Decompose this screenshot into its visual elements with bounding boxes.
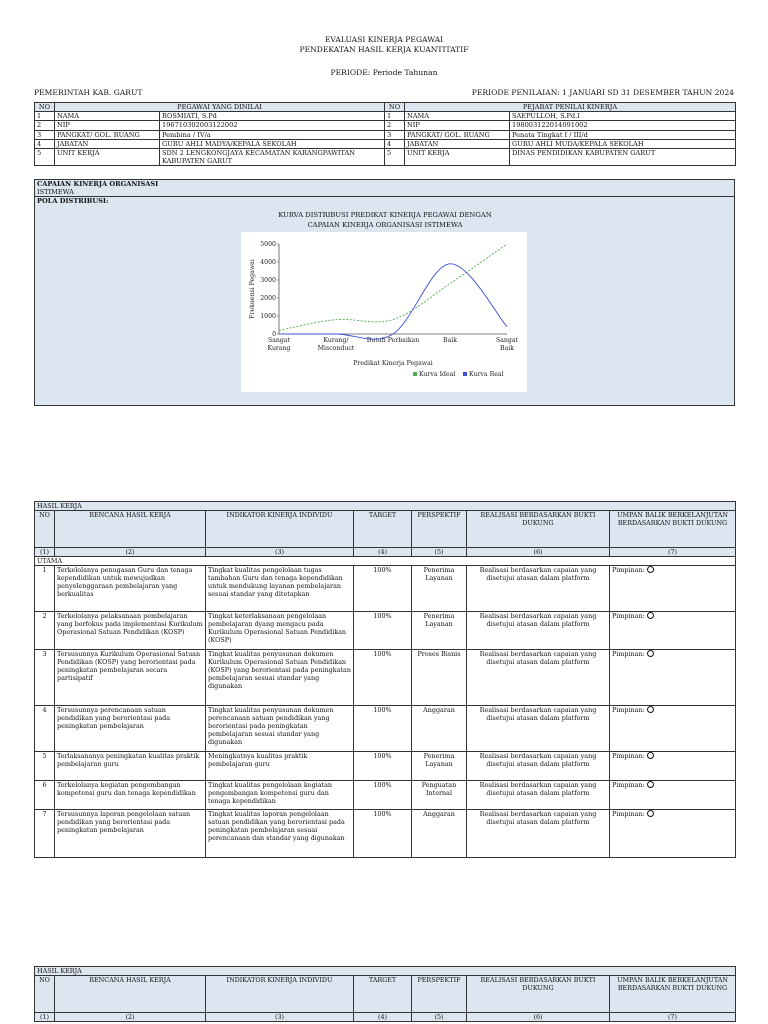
series-line-ideal <box>279 244 507 330</box>
capaian-value: ISTIMEWA <box>35 188 734 197</box>
rencana-hasil-kerja <box>55 650 206 706</box>
target-value-text: 100% <box>373 810 392 818</box>
row-no <box>35 566 55 612</box>
col-number: (7) <box>610 548 736 557</box>
chart-title-line2: CAPAIAN KINERJA ORGANISASI ISTIMEWA <box>307 221 463 229</box>
realisasi-text <box>467 566 610 612</box>
y-tick-label: 0 <box>272 331 276 338</box>
indikator-kinerja <box>206 781 354 810</box>
indikator-kinerja-text: Tingkat kualitas penyusunan dokumen Kurikulum Operasional Satuan Pendidikan (KOSP) yang berorientasi pada peningkatan pembelajaran sesuai standar yang digunakan <box>208 650 351 690</box>
col-realisasi: REALISASI BERDASARKAN BUKTI DUKUNG <box>467 976 610 1013</box>
row-no: 3 <box>385 130 405 139</box>
col-indikator: INDIKATOR KINERJA INDIVIDU <box>206 976 354 1013</box>
section-row <box>35 502 736 511</box>
umpan-balik-text: Pimpinan: <box>612 706 645 714</box>
capaian-label: CAPAIAN KINERJA ORGANISASI <box>37 180 159 188</box>
table-row <box>35 139 736 148</box>
target-value <box>354 566 412 612</box>
feedback-circle-icon[interactable] <box>647 566 654 573</box>
row-no-text: 1 <box>42 566 47 574</box>
umpan-balik-text: Pimpinan: <box>612 612 645 620</box>
perspektif-value <box>412 566 467 612</box>
row-value: Pembina / IV/a <box>160 130 385 139</box>
umpan-balik <box>610 706 736 752</box>
perspektif-value <box>412 650 467 706</box>
header-line <box>34 88 734 97</box>
col-number: (3) <box>206 1013 354 1022</box>
row-no: 2 <box>385 121 405 130</box>
row-value: SAEPULLOH, S.Pd.I <box>510 112 736 121</box>
umpan-balik <box>610 781 736 810</box>
indikator-kinerja-text: Tingkat kualitas laporan pengelolaan satuan pendidikan yang berorientasi pada peningkatan pembelajaran sesuai perencanaan dan standar yang digunakan <box>208 810 345 842</box>
pejabat-penilai-head: PEJABAT PENILAI KINERJA <box>405 103 736 112</box>
realisasi-text-text: Realisasi berdasarkan capaian yang disetujui atasan dalam platform <box>479 752 597 768</box>
indikator-kinerja <box>206 612 354 650</box>
col-perspektif: PERSPEKTIF <box>412 976 467 1013</box>
legend-label: Kurva Real <box>469 371 504 378</box>
indikator-kinerja <box>206 706 354 752</box>
target-value <box>354 650 412 706</box>
indikator-kinerja <box>206 810 354 858</box>
col-rencana: RENCANA HASIL KERJA <box>55 511 206 548</box>
feedback-circle-icon[interactable] <box>647 810 654 817</box>
realisasi-text-text: Realisasi berdasarkan capaian yang disetujui atasan dalam platform <box>479 706 597 722</box>
table-row <box>35 112 736 121</box>
pegawai-dinilai-head: PEGAWAI YANG DINILAI <box>55 103 385 112</box>
row-no-text: 2 <box>42 612 47 620</box>
realisasi-text-text: Realisasi berdasarkan capaian yang disetujui atasan dalam platform <box>479 612 597 628</box>
row-no: 5 <box>385 149 405 166</box>
row-no-text: 7 <box>42 810 47 818</box>
row-label: PANGKAT/ GOL. RUANG <box>405 130 510 139</box>
row-label: NAMA <box>405 112 510 121</box>
row-value: GURU AHLI MUDA/KEPALA SEKOLAH <box>510 139 736 148</box>
perspektif-value-text: Penguatan Internal <box>421 781 457 797</box>
feedback-circle-icon[interactable] <box>647 706 654 713</box>
umpan-balik <box>610 752 736 781</box>
row-value: 196710302003122002 <box>160 121 385 130</box>
doc-title: EVALUASI KINERJA PEGAWAI <box>324 35 444 44</box>
instansi-label: PEMERINTAH KAB. GARUT <box>34 88 143 97</box>
row-value: ROSMIATI, S.Pd <box>160 112 385 121</box>
col-number: (1) <box>35 1013 55 1022</box>
target-value-text: 100% <box>373 781 392 789</box>
rencana-hasil-kerja <box>55 706 206 752</box>
row-no: 1 <box>385 112 405 121</box>
col-no: NO <box>35 976 55 1013</box>
hasil-kerja-label: HASIL KERJA <box>35 502 736 511</box>
feedback-circle-icon[interactable] <box>647 781 654 788</box>
row-no-text: 5 <box>42 752 47 760</box>
table-row <box>35 612 736 650</box>
pegawai-table-header <box>35 103 736 112</box>
target-value <box>354 781 412 810</box>
umpan-balik <box>610 566 736 612</box>
hasil-kerja-rows <box>35 566 736 858</box>
col-number: (3) <box>206 548 354 557</box>
col-target: TARGET <box>354 976 412 1013</box>
rencana-hasil-kerja <box>55 752 206 781</box>
umpan-balik <box>610 810 736 858</box>
umpan-balik-text: Pimpinan: <box>612 781 645 789</box>
col-number: (6) <box>467 1013 610 1022</box>
col-number: (4) <box>354 548 412 557</box>
x-tick-label: Baik <box>443 337 457 344</box>
perspektif-value-text: Anggaran <box>423 706 455 714</box>
realisasi-text <box>467 706 610 752</box>
target-value <box>354 752 412 781</box>
realisasi-text <box>467 810 610 858</box>
realisasi-text <box>467 781 610 810</box>
row-value: GURU AHLI MADYA/KEPALA SEKOLAH <box>160 139 385 148</box>
col-umpan-balik: UMPAN BALIK BERKELANJUTAN BERDASARKAN BUKTI DUKUNG <box>610 976 736 1013</box>
col-number: (1) <box>35 548 55 557</box>
col-realisasi: REALISASI BERDASARKAN BUKTI DUKUNG <box>467 511 610 548</box>
group-row <box>35 557 736 566</box>
chart-title <box>235 210 535 230</box>
row-no-text: 3 <box>42 650 47 658</box>
x-axis-label: Predikat Kinerja Pegawai <box>353 360 433 367</box>
row-no: 4 <box>35 139 55 148</box>
periode-penilaian: PERIODE PENILAIAN: 1 JANUARI SD 31 DESEMBER TAHUN 2024 <box>471 88 734 97</box>
row-label: NIP <box>405 121 510 130</box>
legend-swatch <box>463 372 467 376</box>
col-rencana: RENCANA HASIL KERJA <box>55 976 206 1013</box>
row-label: JABATAN <box>55 139 160 148</box>
target-value <box>354 810 412 858</box>
chart-svg <box>241 232 527 392</box>
realisasi-text-text: Realisasi berdasarkan capaian yang disetujui atasan dalam platform <box>479 566 597 582</box>
row-value: SDN 2 LENGKONGJAYA KECAMATAN KARANGPAWITAN KABUPATEN GARUT <box>160 149 385 166</box>
realisasi-text-text: Realisasi berdasarkan capaian yang disetujui atasan dalam platform <box>479 810 597 826</box>
hasil-kerja-table-continued <box>34 966 736 1022</box>
row-label: NAMA <box>55 112 160 121</box>
row-value: Penata Tingkat I / III/d <box>510 130 736 139</box>
hasil-kerja-table <box>34 501 736 858</box>
perspektif-value <box>412 612 467 650</box>
rencana-hasil-kerja-text: Terkelolanya kegiatan pengembangan kompetensi guru dan tenaga kependidikan <box>57 781 196 797</box>
target-value-text: 100% <box>373 706 392 714</box>
realisasi-text <box>467 752 610 781</box>
col-no: NO <box>385 103 405 112</box>
feedback-circle-icon[interactable] <box>647 752 654 759</box>
col-number: (2) <box>55 548 206 557</box>
table-header-row <box>35 511 736 548</box>
col-target: TARGET <box>354 511 412 548</box>
y-tick-label: 1000 <box>260 313 276 320</box>
table-row <box>35 650 736 706</box>
target-value <box>354 612 412 650</box>
x-tick-label: Kurang/ Misconduct <box>317 337 355 352</box>
distribution-chart <box>241 232 527 392</box>
table-header-row <box>35 976 736 1013</box>
section-row <box>35 967 736 976</box>
target-value-text: 100% <box>373 566 392 574</box>
col-number: (5) <box>412 1013 467 1022</box>
target-value-text: 100% <box>373 752 392 760</box>
realisasi-text <box>467 650 610 706</box>
realisasi-text-text: Realisasi berdasarkan capaian yang disetujui atasan dalam platform <box>479 650 597 666</box>
col-no: NO <box>35 511 55 548</box>
row-value: 198003122014091002 <box>510 121 736 130</box>
row-no <box>35 650 55 706</box>
perspektif-value <box>412 810 467 858</box>
y-tick-label: 2000 <box>260 295 276 302</box>
perspektif-value-text: Penerima Layanan <box>423 752 455 768</box>
row-no <box>35 612 55 650</box>
perspektif-value-text: Anggaran <box>423 810 455 818</box>
row-no: 4 <box>385 139 405 148</box>
row-no <box>35 810 55 858</box>
col-number: (7) <box>610 1013 736 1022</box>
indikator-kinerja-text: Tingkat keterlaksanaan pengelolaan pembelajaran dyang mengacu pada Kurikulum Operasional Satuan Pendidikan (KOSP) <box>208 612 347 644</box>
indikator-kinerja <box>206 566 354 612</box>
umpan-balik <box>610 612 736 650</box>
col-number: (5) <box>412 548 467 557</box>
y-tick-label: 4000 <box>260 259 276 266</box>
row-no: 3 <box>35 130 55 139</box>
rencana-hasil-kerja <box>55 781 206 810</box>
umpan-balik-text: Pimpinan: <box>612 752 645 760</box>
indikator-kinerja-text: Tingkat kualitas penyusunan dokumen perencanaan satuan pendidikan yang berorientasi pada peningkatan pembelajaran sesuai standar yang digunakan <box>208 706 334 746</box>
perspektif-value-text: Penerima Layanan <box>423 612 455 628</box>
perspektif-value <box>412 781 467 810</box>
target-value-text: 100% <box>373 650 392 658</box>
group-label: UTAMA <box>35 557 736 566</box>
perspektif-value <box>412 752 467 781</box>
capaian-organisasi-panel <box>34 179 735 406</box>
rencana-hasil-kerja-text: Terkelolanya pelaksanaan pembelajaran yang berfokus pada implementasi Kurikulum Operasional Satuan Pendidikan (KOSP) <box>57 612 203 636</box>
row-no <box>35 752 55 781</box>
column-number-row <box>35 1013 736 1022</box>
row-label: UNIT KERJA <box>55 149 160 166</box>
row-label: PANGKAT/ GOL. RUANG <box>55 130 160 139</box>
realisasi-text <box>467 612 610 650</box>
periode-label: PERIODE: Periode Tahunan <box>330 68 438 77</box>
rencana-hasil-kerja-text: Terlaksananya peningkatan kualitas praktik pembelajaran guru <box>57 752 200 768</box>
umpan-balik-text: Pimpinan: <box>612 566 645 574</box>
table-row <box>35 752 736 781</box>
realisasi-text-text: Realisasi berdasarkan capaian yang disetujui atasan dalam platform <box>479 781 597 797</box>
table-row <box>35 781 736 810</box>
rencana-hasil-kerja-text: Tersusunnya perencanaan satuan pendidikan yang berorientasi pada peningkatan pembelajaran <box>57 706 171 730</box>
indikator-kinerja-text: Tingkat kualitas pengelolaan kegiatan pengembangan kompetensi guru dan tenaga kependidikan <box>208 781 333 805</box>
rencana-hasil-kerja <box>55 566 206 612</box>
indikator-kinerja <box>206 752 354 781</box>
y-tick-label: 5000 <box>260 241 276 248</box>
target-value <box>354 706 412 752</box>
y-axis-label: Frekuensi Pegawai <box>249 259 256 319</box>
col-number: (2) <box>55 1013 206 1022</box>
col-no: NO <box>35 103 55 112</box>
rencana-hasil-kerja-text: Terkelolanya penugasan Guru dan tenaga kependidikan untuk mewujudkan penyelenggaraan pembelajaran yang berkualitas <box>57 566 193 598</box>
row-no-text: 6 <box>42 781 47 789</box>
table-row <box>35 566 736 612</box>
legend-label: Kurva Ideal <box>419 371 456 378</box>
col-number: (4) <box>354 1013 412 1022</box>
chart-title-line1: KURVA DISTRIBUSI PREDIKAT KINERJA PEGAWAI DENGAN <box>278 211 492 219</box>
x-tick-label: Butuh Perbaikan <box>366 337 420 344</box>
rencana-hasil-kerja-text: Tersusunnya Kurikulum Operasional Satuan Pendidikan (KOSP) yang berorientasi pada peningkatan pembelajaran secara partisipatif <box>57 650 201 682</box>
perspektif-value-text: Proses Bisnis <box>417 650 461 658</box>
table-row <box>35 706 736 752</box>
umpan-balik <box>610 650 736 706</box>
row-no <box>35 781 55 810</box>
row-value: DINAS PENDIDIKAN KABUPATEN GARUT <box>510 149 736 166</box>
target-value-text: 100% <box>373 612 392 620</box>
row-label: UNIT KERJA <box>405 149 510 166</box>
row-no: 2 <box>35 121 55 130</box>
table-row <box>35 810 736 858</box>
row-no: 1 <box>35 112 55 121</box>
rencana-hasil-kerja <box>55 612 206 650</box>
rencana-hasil-kerja <box>55 810 206 858</box>
col-indikator: INDIKATOR KINERJA INDIVIDU <box>206 511 354 548</box>
row-label: NIP <box>55 121 160 130</box>
indikator-kinerja <box>206 650 354 706</box>
indikator-kinerja-text: Meningkatnya kualitas praktik pembelajaran guru <box>208 752 308 768</box>
table-row <box>35 121 736 130</box>
row-no: 5 <box>35 149 55 166</box>
rencana-hasil-kerja-text: Tersusunnya laporan pengelolaan satuan pendidikan yang berorientasi pada peningkatan pembelajaran <box>57 810 191 834</box>
pola-distribusi-label: POLA DISTRIBUSI: <box>37 197 109 205</box>
indikator-kinerja-text: Tingkat kualitas pengelolaan tugas tambahan Guru dan tenaga kependidikan untuk mendukung layanan pembelajaran sesuai standar yang ditetapkan <box>208 566 343 598</box>
row-label: JABATAN <box>405 139 510 148</box>
feedback-circle-icon[interactable] <box>647 612 654 619</box>
hasil-kerja-label: HASIL KERJA <box>35 967 736 976</box>
row-no <box>35 706 55 752</box>
legend-swatch <box>413 372 417 376</box>
row-no-text: 4 <box>42 706 47 714</box>
column-number-row <box>35 548 736 557</box>
doc-subtitle: PENDEKATAN HASIL KERJA KUANTITATIF <box>299 45 469 54</box>
umpan-balik-text: Pimpinan: <box>612 810 645 818</box>
col-number: (6) <box>467 548 610 557</box>
y-tick-label: 3000 <box>260 277 276 284</box>
pegawai-table <box>34 102 736 166</box>
x-tick-label: Sangat Baik <box>495 337 519 352</box>
feedback-circle-icon[interactable] <box>647 650 654 657</box>
col-perspektif: PERSPEKTIF <box>412 511 467 548</box>
table-row <box>35 149 736 166</box>
x-tick-label: Sangat Kurang <box>267 337 291 352</box>
table-row <box>35 130 736 139</box>
perspektif-value <box>412 706 467 752</box>
umpan-balik-text: Pimpinan: <box>612 650 645 658</box>
col-umpan-balik: UMPAN BALIK BERKELANJUTAN BERDASARKAN BUKTI DUKUNG <box>610 511 736 548</box>
series-line-real <box>279 264 507 339</box>
perspektif-value-text: Penerima Layanan <box>423 566 455 582</box>
